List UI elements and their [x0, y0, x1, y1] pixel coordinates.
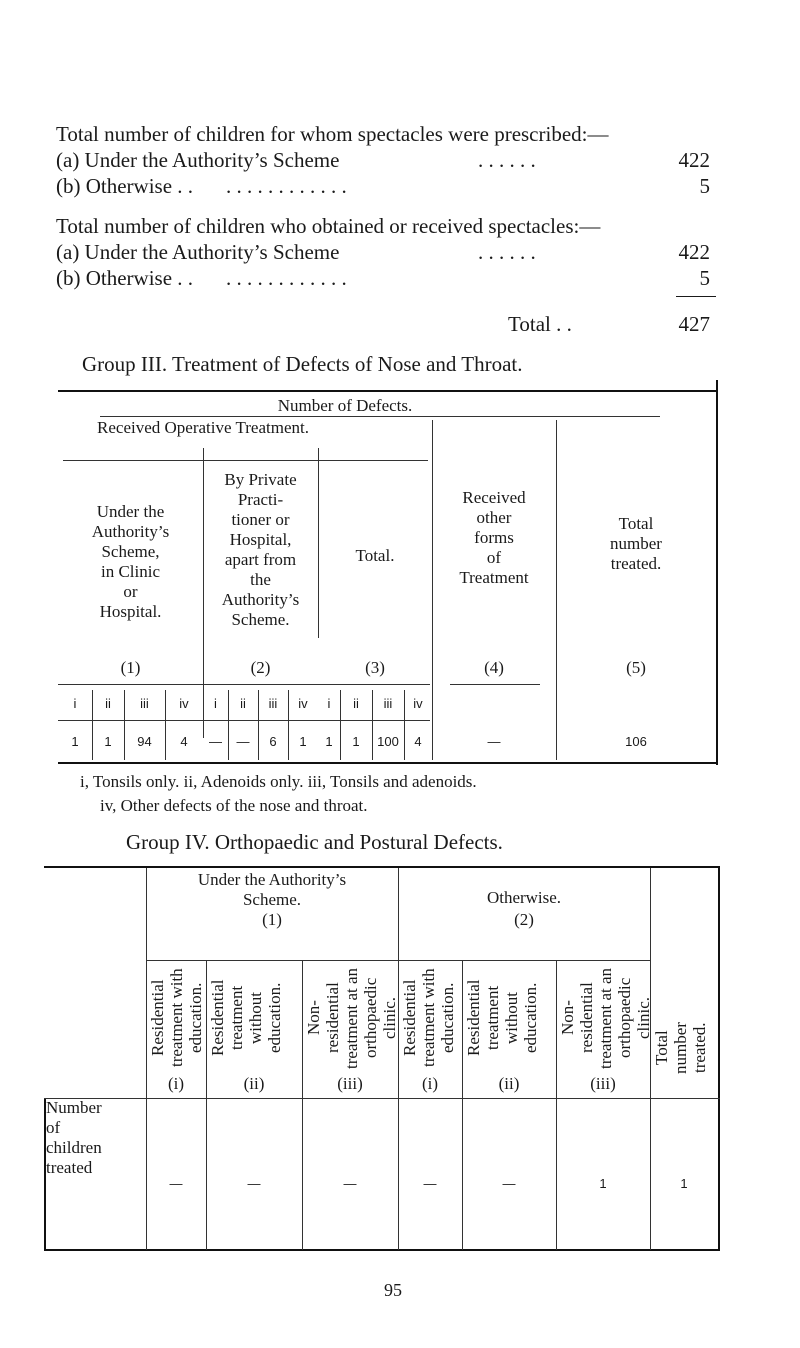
g3-sub-6: ii	[240, 696, 246, 711]
prescribed-b-dots: . . . . . . . . . . . .	[226, 174, 347, 198]
obtained-b-dots: . . . . . . . . . . . .	[226, 266, 347, 290]
g4-row-label: Number of children treated	[46, 1098, 102, 1177]
g4-under-scheme: Under the Authority’s Scheme.	[197, 870, 347, 909]
g4-col-num-6: (iii)	[590, 1074, 616, 1093]
total-rule	[676, 296, 716, 297]
g4-val-6: 1	[599, 1176, 607, 1191]
number-of-defects: Number of Defects.	[277, 396, 413, 415]
g3-col3-num: (3)	[365, 658, 385, 677]
g3-val-5: —	[209, 734, 222, 749]
prescribed-a-dots: . . . . . .	[478, 148, 536, 172]
prescribed-b-label: (b) Otherwise . .	[56, 174, 194, 198]
obtained-b-label: (b) Otherwise . .	[56, 266, 194, 290]
g3-sub-7: iii	[268, 696, 278, 711]
g4-col-num-3: (iii)	[337, 1074, 363, 1093]
g3-sub-9: i	[327, 696, 331, 711]
page-number: 95	[384, 1280, 402, 1300]
obtained-b-value: 5	[699, 266, 710, 290]
g3-col1-num: (1)	[120, 658, 141, 677]
g4-col-header-5: Residential treatment without education.	[464, 979, 540, 1057]
g3-sub-11: iii	[383, 696, 393, 711]
g3-col4-num: (4)	[484, 658, 504, 677]
g3-sub-12: iv	[413, 696, 423, 711]
g3-val-4: 4	[180, 734, 188, 749]
g4-col-num-2: (ii)	[243, 1074, 265, 1093]
g4-col-header-3: Non-residential treatment at an orthopaedic clinic.	[304, 967, 399, 1069]
g4-col-header-4: Residential treatment with education.	[400, 968, 457, 1068]
obtained-total-label: Total . .	[508, 312, 572, 336]
g3-sub-3: iii	[140, 696, 149, 711]
group3-heading: Group III. Treatment of Defects of Nose and Throat.	[82, 352, 523, 376]
g3-val-7: 6	[269, 734, 277, 749]
g3-col3-header: Total.	[355, 546, 395, 565]
g4-col-num-1: (i)	[167, 1074, 185, 1093]
group3-legend-line2: iv, Other defects of the nose and throat.	[100, 796, 368, 815]
prescribed-a-label: (a) Under the Authority’s Scheme	[56, 148, 340, 172]
obtained-a-label: (a) Under the Authority’s Scheme	[56, 240, 340, 264]
received-operative: Received Operative Treatment.	[97, 418, 309, 437]
g3-sub-8: iv	[298, 696, 308, 711]
g3-col5-header: Total number treated.	[610, 514, 662, 573]
g4-val-1: —	[169, 1176, 183, 1191]
g3-val-1: 1	[71, 734, 79, 749]
g3-col4-value: —	[487, 734, 501, 749]
g3-col1-header: Under the Authority’s Scheme, in Clinic or Hospital.	[91, 502, 170, 621]
g3-sub-5: i	[214, 696, 217, 711]
g4-col-header-6: Non-residential treatment at an orthopaedic clinic.	[558, 967, 653, 1069]
prescribed-a-value: 422	[678, 148, 710, 172]
g4-under-num: (1)	[262, 910, 282, 929]
g4-otherwise-num: (2)	[514, 910, 534, 929]
spectacles-obtained-title: Total number of children who obtained or received spectacles:—	[56, 214, 601, 238]
obtained-a-value: 422	[678, 240, 710, 264]
g3-val-8: 1	[299, 734, 307, 749]
group3-legend-line1: i, Tonsils only. ii, Adenoids only. iii, Tonsils and adenoids.	[80, 772, 477, 791]
g4-val-3: —	[343, 1176, 357, 1191]
g4-col-num-5: (ii)	[498, 1074, 520, 1093]
g3-sub-4: iv	[179, 696, 189, 711]
g4-otherwise: Otherwise.	[486, 888, 562, 907]
g3-col5-num: (5)	[626, 658, 646, 677]
g3-sub-2: ii	[105, 696, 111, 711]
g3-val-3: 94	[137, 734, 152, 749]
g4-col-header-2: Residential treatment without education.	[208, 979, 284, 1057]
g4-col-header-1: Residential treatment with education.	[148, 968, 205, 1068]
obtained-total-value: 427	[678, 312, 710, 336]
g3-val-6: —	[236, 734, 250, 749]
g3-val-12: 4	[414, 734, 422, 749]
g3-val-2: 1	[104, 734, 112, 749]
g3-sub-1: i	[73, 696, 77, 711]
g3-col5-value: 106	[625, 734, 647, 749]
g3-col2-num: (2)	[250, 658, 271, 677]
g4-total-value: 1	[680, 1176, 688, 1191]
g3-val-9: 1	[325, 734, 333, 749]
g4-val-2: —	[247, 1176, 261, 1191]
g3-val-10: 1	[352, 734, 360, 749]
g4-val-4: —	[423, 1176, 437, 1191]
g3-col2-header: By Private Practi- tioner or Hospital, apart from the Authority’s Scheme.	[221, 470, 300, 629]
g3-sub-10: ii	[353, 696, 359, 711]
g4-total-header: Total number treated.	[652, 1022, 709, 1074]
g4-val-5: —	[502, 1176, 516, 1191]
prescribed-b-value: 5	[699, 174, 710, 198]
group4-heading: Group IV. Orthopaedic and Postural Defects.	[126, 830, 503, 854]
g3-col4-header: Received other forms of Treatment	[459, 488, 529, 587]
spectacles-prescribed-title: Total number of children for whom spectacles were prescribed:—	[56, 122, 609, 146]
obtained-a-dots: . . . . . .	[478, 240, 536, 264]
g3-val-11: 100	[377, 734, 399, 749]
g4-col-num-4: (i)	[421, 1074, 439, 1093]
